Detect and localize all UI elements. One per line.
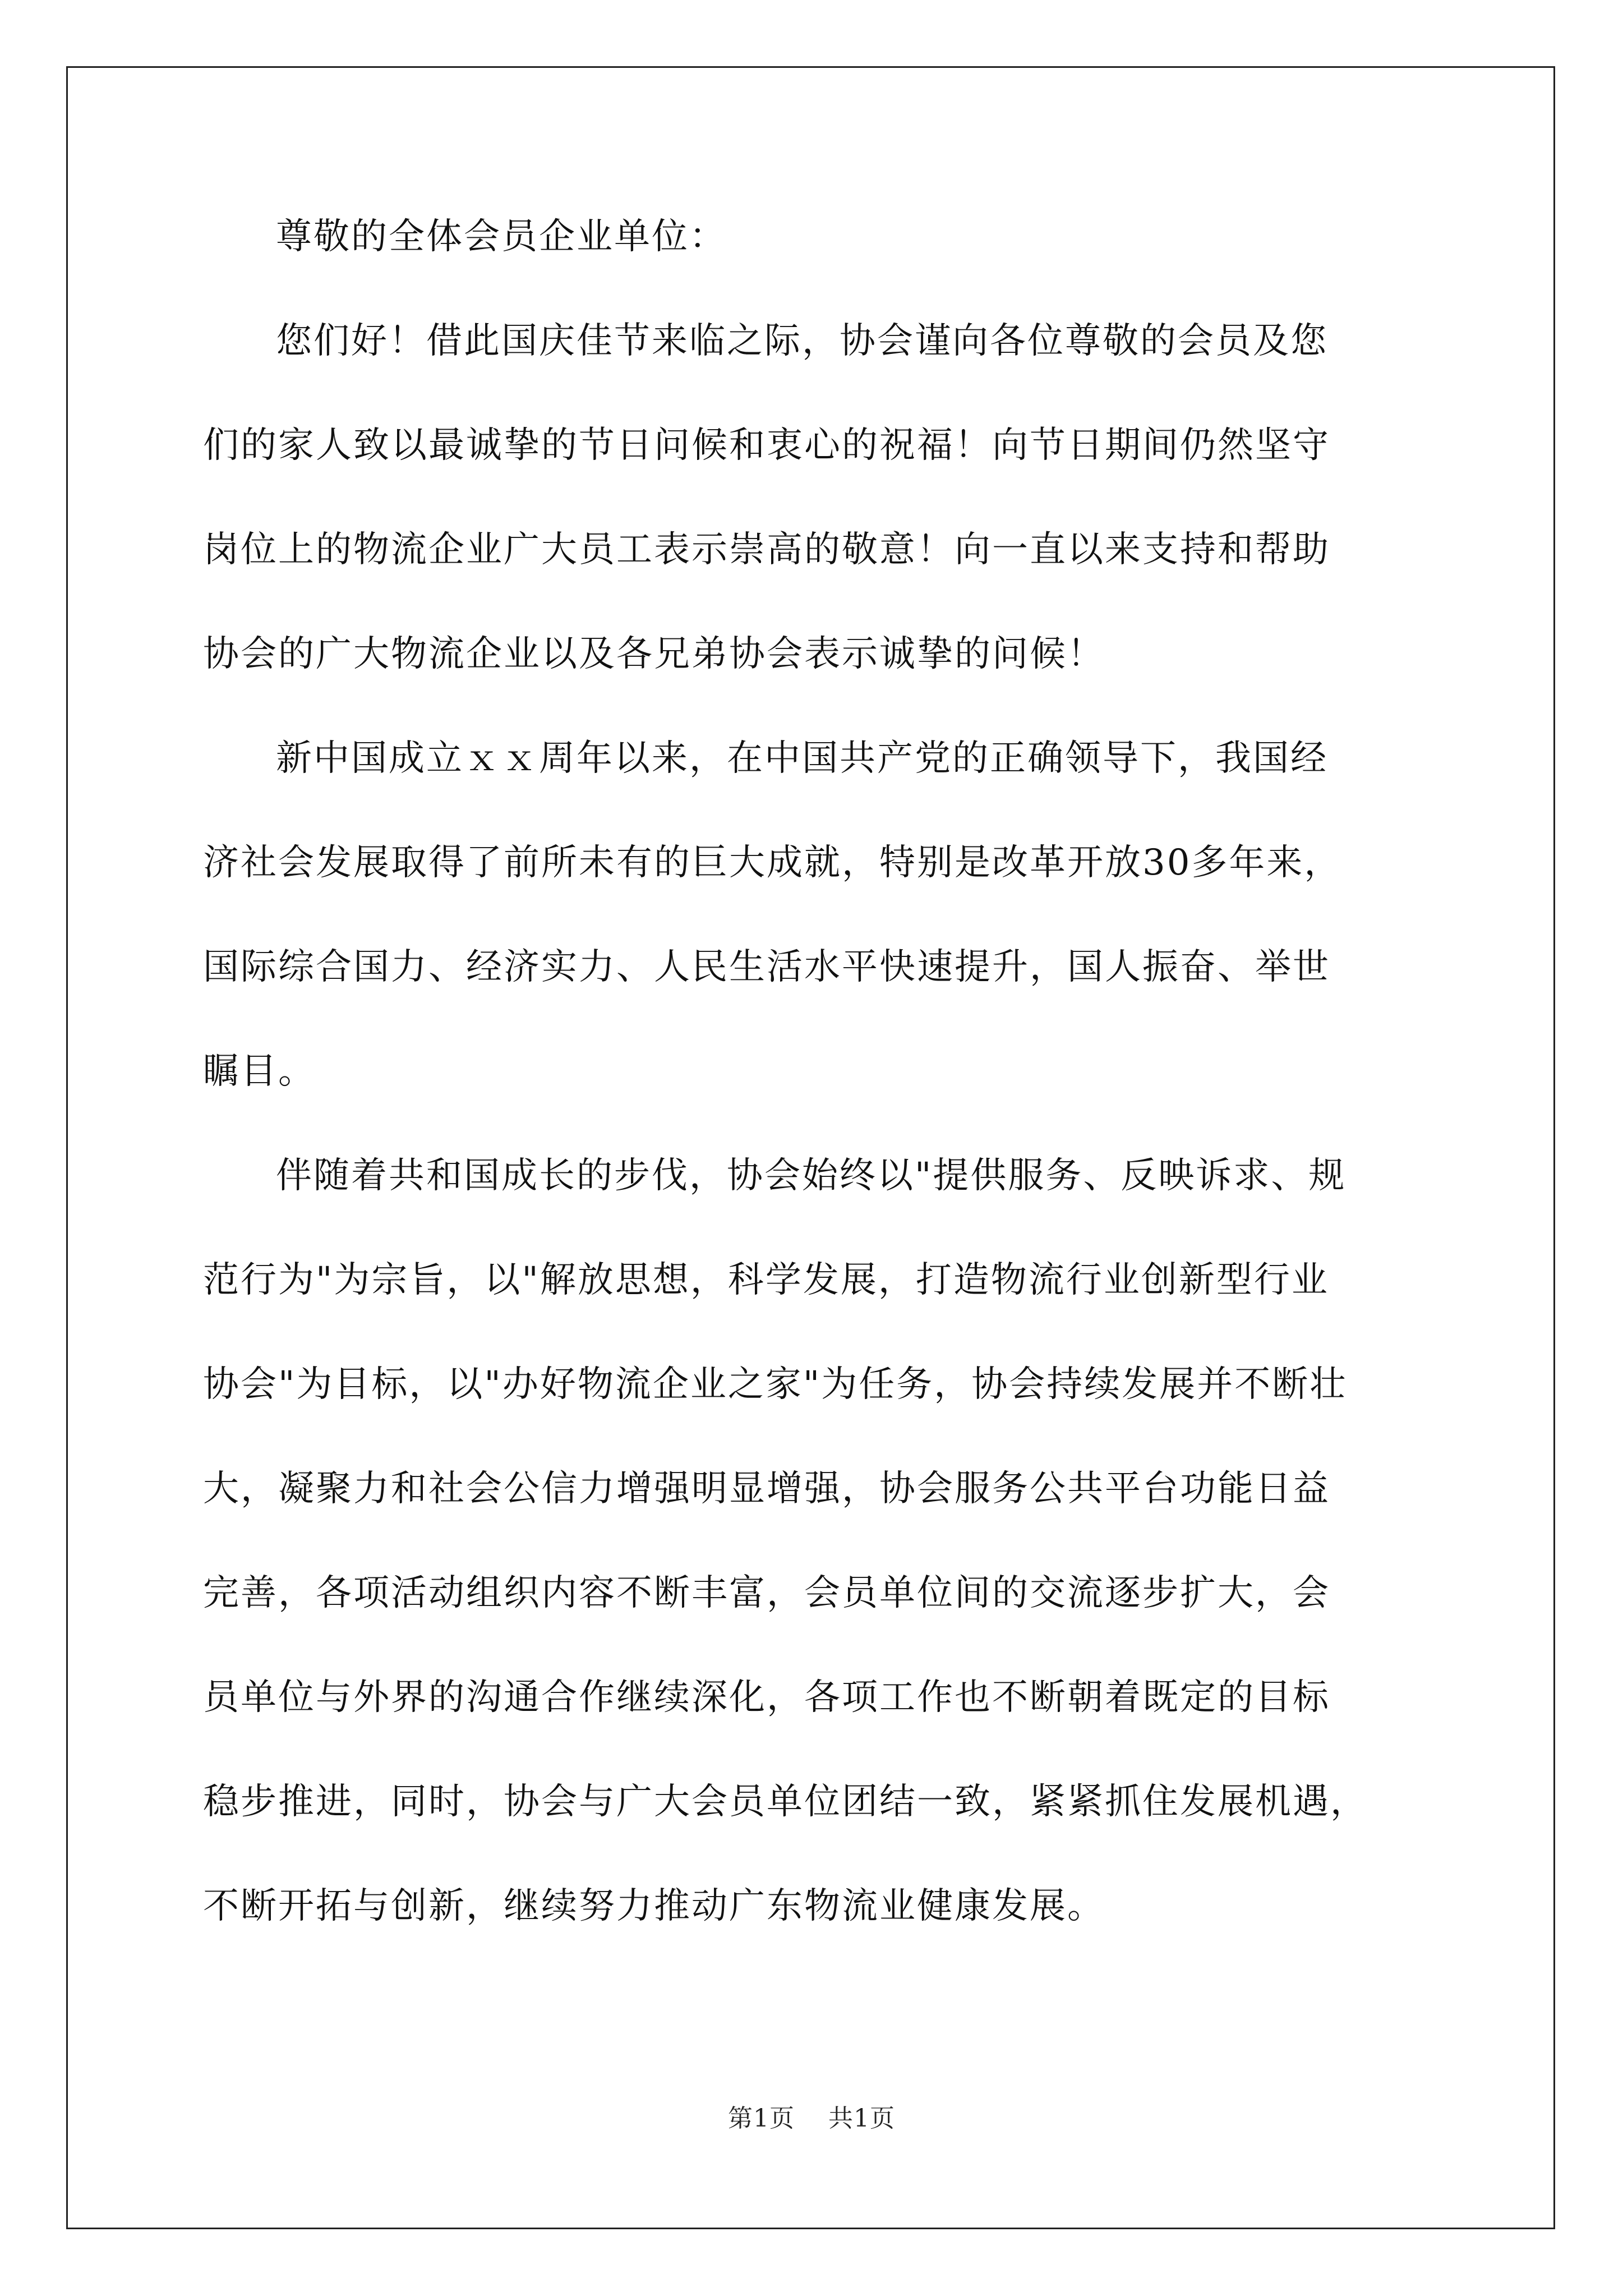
paragraph-3-line-3: 协会"为目标，以"办好物流企业之家"为任务，协会持续发展并不断壮: [203, 1364, 1348, 1405]
paragraph-1-line-4: 协会的广大物流企业以及各兄弟协会表示诚挚的问候！: [203, 633, 1105, 675]
page-footer: [0, 2106, 1623, 2131]
paragraph-2-line-4: 瞩目。: [203, 1051, 316, 1092]
page-number: 第1页: [728, 2104, 795, 2133]
paragraph-2-line-1: 新中国成立ｘｘ周年以来，在中国共产党的正确领导下，我国经: [276, 738, 1328, 779]
paragraph-3-line-2: 范行为"为宗旨，以"解放思想，科学发展，打造物流行业创新型行业: [203, 1259, 1329, 1301]
paragraph-1-line-3: 岗位上的物流企业广大员工表示崇高的敬意！向一直以来支持和帮助: [203, 529, 1330, 570]
page-total: 共1页: [828, 2104, 895, 2133]
paragraph-3-line-8: 不断开拓与创新，继续努力推动广东物流业健康发展。: [203, 1885, 1105, 1927]
paragraph-1-line-1: 您们好！借此国庆佳节来临之际，协会谨向各位尊敬的会员及您: [276, 320, 1328, 362]
paragraph-3-line-4: 大，凝聚力和社会公信力增强明显增强，协会服务公共平台功能日益: [203, 1468, 1330, 1510]
document-body: [203, 216, 1437, 1993]
paragraph-2-line-2: 济社会发展取得了前所未有的巨大成就，特别是改革开放30多年来，: [203, 842, 1342, 884]
paragraph-1-line-2: 们的家人致以最诚挚的节日问候和衷心的祝福！向节日期间仍然坚守: [203, 425, 1330, 466]
paragraph-3-line-7: 稳步推进，同时，协会与广大会员单位团结一致，紧紧抓住发展机遇，: [203, 1781, 1368, 1823]
paragraph-3-line-6: 员单位与外界的沟通合作继续深化，各项工作也不断朝着既定的目标: [203, 1677, 1330, 1718]
paragraph-2-line-3: 国际综合国力、经济实力、人民生活水平快速提升，国人振奋、举世: [203, 946, 1330, 988]
paragraph-3-line-5: 完善，各项活动组织内容不断丰富，会员单位间的交流逐步扩大，会: [203, 1572, 1330, 1614]
salutation-line: 尊敬的全体会员企业单位：: [276, 216, 727, 257]
paragraph-3-line-1: 伴随着共和国成长的步伐，协会始终以"提供服务、反映诉求、规: [276, 1155, 1347, 1197]
